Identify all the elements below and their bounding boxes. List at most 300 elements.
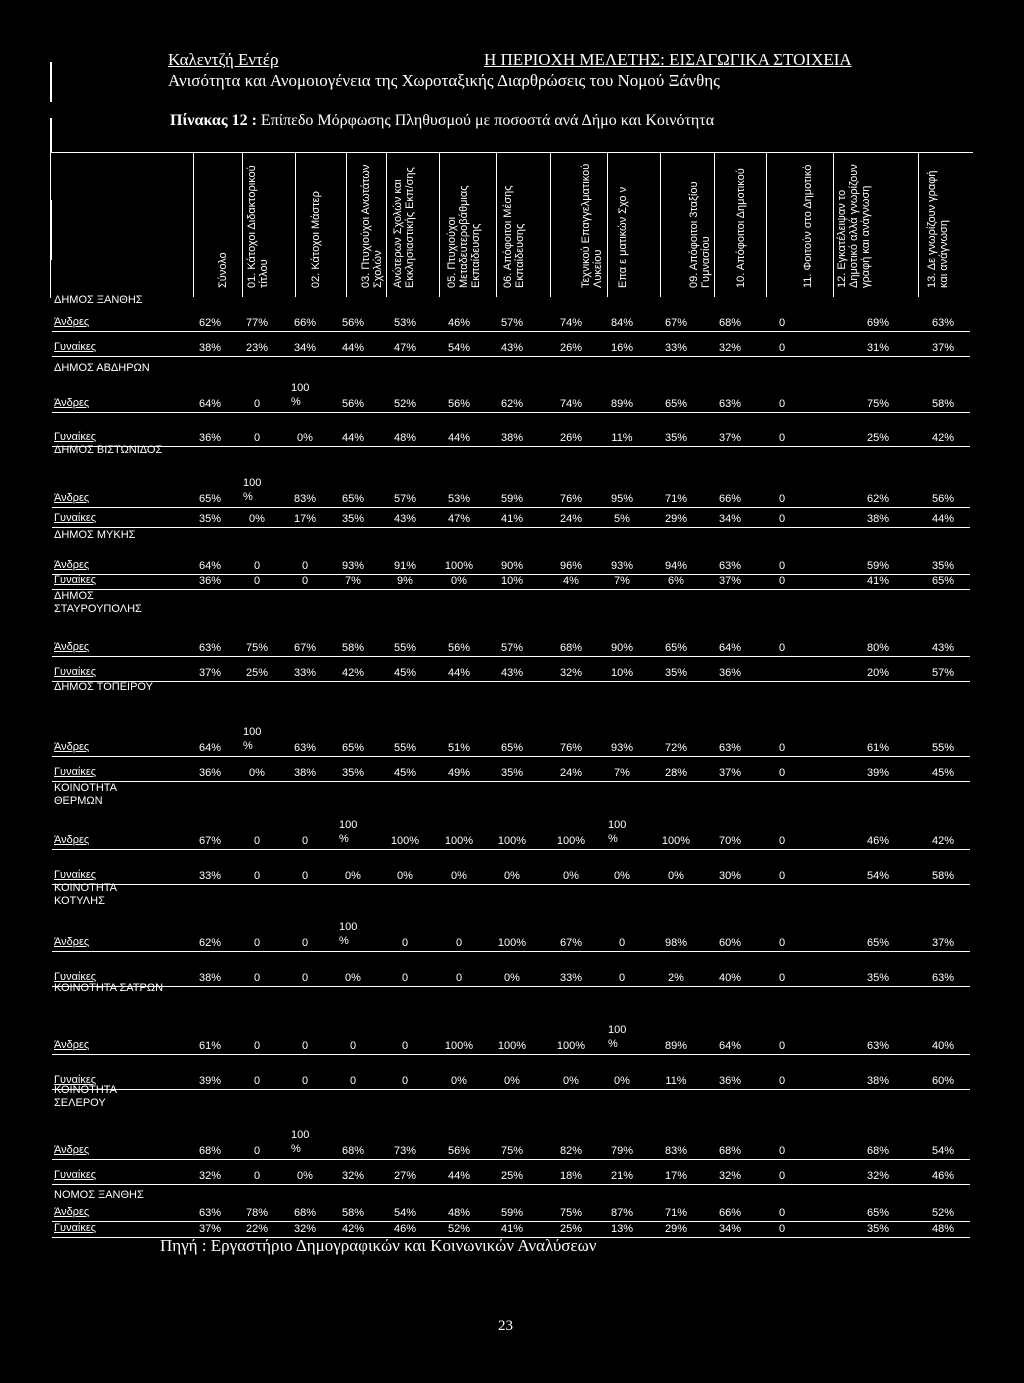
column-separator xyxy=(346,152,347,297)
table-cell: 100 % xyxy=(608,1024,627,1050)
table-cell: 0 xyxy=(253,1075,261,1087)
group-heading: ΔΗΜΟΣ ΜΥΚΗΣ xyxy=(54,529,136,541)
row-rule xyxy=(52,331,970,332)
table-cell: 37% xyxy=(198,667,222,679)
table-cell: 100% xyxy=(497,937,527,949)
table-cell: 0 xyxy=(301,560,309,572)
table-caption xyxy=(170,112,714,130)
table-cell: 100 % xyxy=(243,726,262,752)
table-cell: 63% xyxy=(293,742,317,754)
table-cell: 74% xyxy=(559,398,583,410)
row-rule xyxy=(52,1184,970,1185)
table-cell: 66% xyxy=(718,493,742,505)
table-cell: 5% xyxy=(614,513,630,525)
table-cell: 0 xyxy=(778,1207,786,1219)
table-cell: 38% xyxy=(198,342,222,354)
group-heading: ΝΟΜΟΣ ΞΑΝΘΗΣ xyxy=(54,1189,144,1201)
table-cell: 0 xyxy=(301,1075,309,1087)
header-author: Καλεντζή Εντέρ xyxy=(168,50,279,69)
column-separator xyxy=(833,152,834,297)
table-cell: 7% xyxy=(614,575,630,587)
table-cell: 37% xyxy=(718,767,742,779)
table-cell: 98% xyxy=(664,937,688,949)
table-cell: 0% xyxy=(451,575,467,587)
group-heading: ΔΗΜΟΣ ΤΟΠΕΙΡΟΥ xyxy=(54,681,153,693)
table-cell: 66% xyxy=(293,317,317,329)
table-caption-text: Επίπεδο Μόρφωσης Πληθυσμού με ποσοστά ανά Δήμο και Κοινότητα xyxy=(260,112,715,129)
table-cell: 11% xyxy=(611,432,633,444)
table-cell: 28% xyxy=(664,767,688,779)
table-cell: 48% xyxy=(447,1207,471,1219)
table-cell: 0 xyxy=(778,432,786,444)
table-cell: 63% xyxy=(718,398,742,410)
table-cell: 0 xyxy=(253,398,261,410)
table-cell: 63% xyxy=(718,742,742,754)
table-cell: 18% xyxy=(559,1170,583,1182)
table-cell: 21% xyxy=(610,1170,634,1182)
table-cell: 0% xyxy=(249,513,265,525)
table-cell: 0 xyxy=(778,1145,786,1157)
table-cell: 0% xyxy=(614,1075,630,1087)
table-cell: 35% xyxy=(664,432,688,444)
table-cell: 93% xyxy=(610,560,634,572)
table-cell: 36% xyxy=(198,575,222,587)
table-cell: 48% xyxy=(393,432,417,444)
table-cell: 90% xyxy=(500,560,524,572)
table-cell: 38% xyxy=(293,767,317,779)
row-rule xyxy=(52,412,970,413)
table-cell: 57% xyxy=(500,642,524,654)
table-cell: 45% xyxy=(931,767,955,779)
table-cell: 58% xyxy=(341,1207,365,1219)
source-note: Πηγή : Εργαστήριο Δημογραφικών και Κοινωνικών Αναλύσεων xyxy=(160,1236,597,1255)
table-cell: 0 xyxy=(778,937,786,949)
table-cell: 45% xyxy=(393,667,417,679)
table-cell: 0 xyxy=(253,575,261,587)
margin-rule-top xyxy=(50,62,52,102)
table-cell: 62% xyxy=(198,937,222,949)
table-cell: 100 % xyxy=(291,1129,310,1155)
table-cell: 0 xyxy=(778,642,786,654)
table-cell: 6% xyxy=(668,575,684,587)
table-cell: 89% xyxy=(610,398,634,410)
table-cell: 90% xyxy=(610,642,634,654)
table-cell: 0 xyxy=(301,937,309,949)
table-cell: 0 xyxy=(778,1223,786,1235)
table-cell: 33% xyxy=(198,870,222,882)
table-cell: 56% xyxy=(341,317,365,329)
table-cell: 65% xyxy=(341,742,365,754)
table-cell: 22% xyxy=(245,1223,269,1235)
column-separator xyxy=(714,152,715,297)
table-cell: 0 xyxy=(301,870,309,882)
table-cell: 78% xyxy=(245,1207,269,1219)
table-cell: 36% xyxy=(198,432,222,444)
column-separator xyxy=(193,152,194,297)
table-cell: 62% xyxy=(866,493,890,505)
table-cell: 44% xyxy=(341,342,365,354)
table-cell: 100 % xyxy=(243,477,262,503)
table-cell: 26% xyxy=(559,342,583,354)
table-cell: 60% xyxy=(931,1075,955,1087)
table-cell: 36% xyxy=(198,767,222,779)
row-rule xyxy=(52,589,970,590)
table-cell: 40% xyxy=(931,1040,955,1052)
row-rule xyxy=(52,951,970,952)
table-cell: 25% xyxy=(866,432,890,444)
table-cell: 17% xyxy=(664,1170,688,1182)
table-cell: 100% xyxy=(444,1040,474,1052)
row-label: Άνδρες xyxy=(54,1039,90,1051)
row-label: Άνδρες xyxy=(54,316,90,328)
column-header: 11. Φοιτούν στο Δημοτικό xyxy=(802,164,814,288)
table-cell: 89% xyxy=(664,1040,688,1052)
table-cell: 80% xyxy=(866,642,890,654)
table-cell: 0 xyxy=(455,972,463,984)
table-cell: 0 xyxy=(778,742,786,754)
table-cell: 69% xyxy=(866,317,890,329)
table-cell: 57% xyxy=(393,493,417,505)
column-separator xyxy=(918,152,919,297)
table-cell: 16% xyxy=(610,342,634,354)
table-cell: 0 xyxy=(778,1075,786,1087)
table-cell: 65% xyxy=(866,937,890,949)
table-cell: 61% xyxy=(198,1040,222,1052)
table-cell: 67% xyxy=(293,642,317,654)
table-cell: 68% xyxy=(293,1207,317,1219)
table-cell: 0 xyxy=(778,767,786,779)
table-cell: 56% xyxy=(931,493,955,505)
table-cell: 35% xyxy=(866,1223,890,1235)
table-cell: 0 xyxy=(778,342,786,354)
table-cell: 66% xyxy=(718,1207,742,1219)
table-cell: 25% xyxy=(245,667,269,679)
table-cell: 0 xyxy=(253,972,261,984)
table-cell: 44% xyxy=(447,667,471,679)
row-rule xyxy=(52,781,970,782)
table-cell: 0 xyxy=(301,1040,309,1052)
row-rule xyxy=(52,1159,970,1160)
column-header: 13. Δε γνωρίζουν γραφή και ανάγνωση xyxy=(926,170,950,288)
table-cell: 51% xyxy=(447,742,471,754)
table-cell: 30% xyxy=(718,870,742,882)
table-cell: 0 xyxy=(778,398,786,410)
table-cell: 44% xyxy=(447,432,471,444)
column-header: 05. Πτυχιούχοι Μεταδευτεροβάθμιας Εκπαίδευσης xyxy=(446,185,482,288)
table-cell: 0 xyxy=(253,560,261,572)
table-cell: 37% xyxy=(931,342,955,354)
row-label: Γυναίκες xyxy=(54,512,97,524)
table-cell: 42% xyxy=(931,432,955,444)
row-label: Άνδρες xyxy=(54,1144,90,1156)
column-header: Τεχνικού Επαγγελματικού Λυκείου xyxy=(580,163,604,288)
table-cell: 47% xyxy=(393,342,417,354)
table-cell: 0% xyxy=(504,870,520,882)
table-cell: 65% xyxy=(866,1207,890,1219)
row-label: Άνδρες xyxy=(54,559,90,571)
table-cell: 24% xyxy=(559,767,583,779)
table-cell: 53% xyxy=(393,317,417,329)
table-cell: 0 xyxy=(778,1170,786,1182)
table-cell: 62% xyxy=(500,398,524,410)
table-cell: 75% xyxy=(245,642,269,654)
table-cell: 64% xyxy=(718,642,742,654)
table-cell: 34% xyxy=(293,342,317,354)
table-cell: 0 xyxy=(455,937,463,949)
table-cell: 0 xyxy=(349,1040,357,1052)
row-rule xyxy=(52,849,970,850)
table-cell: 36% xyxy=(718,1075,742,1087)
page-number: 23 xyxy=(498,1318,513,1334)
table-cell: 0 xyxy=(778,835,786,847)
column-header: 02. Κάτοχοι Μάστερ xyxy=(310,191,322,288)
table-cell: 35% xyxy=(341,767,365,779)
table-cell: 54% xyxy=(931,1145,955,1157)
table-cell: 0 xyxy=(301,972,309,984)
table-cell: 76% xyxy=(559,742,583,754)
table-cell: 100% xyxy=(444,835,474,847)
table-cell: 43% xyxy=(500,667,524,679)
column-separator xyxy=(242,152,243,297)
group-heading: ΔΗΜΟΣ ΑΒΔΗΡΩΝ xyxy=(54,362,150,374)
row-rule xyxy=(52,681,970,682)
table-cell: 64% xyxy=(718,1040,742,1052)
table-cell: 67% xyxy=(664,317,688,329)
table-cell: 0 xyxy=(301,575,309,587)
column-separator xyxy=(607,152,608,297)
table-cell: 0% xyxy=(297,432,313,444)
table-cell: 0 xyxy=(401,937,409,949)
table-cell: 7% xyxy=(345,575,361,587)
table-cell: 68% xyxy=(718,317,742,329)
table-cell: 38% xyxy=(198,972,222,984)
table-cell: 58% xyxy=(931,870,955,882)
table-cell: 37% xyxy=(198,1223,222,1235)
table-cell: 0 xyxy=(253,1040,261,1052)
table-cell: 100% xyxy=(661,835,691,847)
row-label: Άνδρες xyxy=(54,834,90,846)
table-cell: 57% xyxy=(931,667,955,679)
table-cell: 49% xyxy=(447,767,471,779)
table-cell: 0 xyxy=(778,317,786,329)
row-label: Γυναίκες xyxy=(54,341,97,353)
group-heading: ΚΟΙΝΟΤΗΤΑ ΘΕΡΜΩΝ xyxy=(54,782,117,807)
table-cell: 35% xyxy=(931,560,955,572)
table-cell: 7% xyxy=(614,767,630,779)
table-cell: 100 % xyxy=(291,382,310,408)
header-section-title: Η ΠΕΡΙΟΧΗ ΜΕΛΕΤΗΣ: ΕΙΣΑΓΩΓΙΚΑ ΣΤΟΙΧΕΙΑ xyxy=(484,50,852,69)
group-heading: ΔΗΜΟΣ ΣΤΑΥΡΟΥΠΟΛΗΣ xyxy=(54,590,142,615)
group-heading: ΚΟΙΝΟΤΗΤΑ ΚΟΤΥΛΗΣ xyxy=(54,882,117,907)
table-cell: 0 xyxy=(778,870,786,882)
table-cell: 57% xyxy=(500,317,524,329)
row-rule xyxy=(52,527,970,528)
table-cell: 65% xyxy=(500,742,524,754)
row-rule xyxy=(52,656,970,657)
row-label: Γυναίκες xyxy=(54,869,97,881)
table-cell: 43% xyxy=(931,642,955,654)
table-cell: 0 xyxy=(253,432,261,444)
table-cell: 45% xyxy=(393,767,417,779)
table-cell: 41% xyxy=(500,1223,524,1235)
table-cell: 32% xyxy=(198,1170,222,1182)
column-separator xyxy=(295,152,296,297)
table-cell: 83% xyxy=(664,1145,688,1157)
table-cell: 32% xyxy=(718,1170,742,1182)
table-cell: 32% xyxy=(559,667,583,679)
table-cell: 0 xyxy=(401,1075,409,1087)
table-cell: 68% xyxy=(341,1145,365,1157)
table-cell: 55% xyxy=(931,742,955,754)
group-heading: ΚΟΙΝΟΤΗΤΑ ΣΕΛΕΡΟΥ xyxy=(54,1084,117,1109)
group-heading: ΔΗΜΟΣ ΞΑΝΘΗΣ xyxy=(54,294,143,306)
table-cell: 44% xyxy=(447,1170,471,1182)
table-cell: 100 % xyxy=(339,819,358,845)
row-label: Άνδρες xyxy=(54,741,90,753)
column-separator xyxy=(496,152,497,297)
table-cell: 82% xyxy=(559,1145,583,1157)
table-cell: 64% xyxy=(198,560,222,572)
table-cell: 56% xyxy=(341,398,365,410)
table-cell: 84% xyxy=(610,317,634,329)
column-header: 03. Πτυχιούχοι Ανωτάτων Σχολών xyxy=(360,164,384,288)
table-cell: 20% xyxy=(866,667,890,679)
table-cell: 67% xyxy=(559,937,583,949)
row-rule xyxy=(52,884,970,885)
table-cell: 35% xyxy=(341,513,365,525)
table-cell: 37% xyxy=(931,937,955,949)
table-cell: 42% xyxy=(341,667,365,679)
table-cell: 38% xyxy=(500,432,524,444)
table-cell: 63% xyxy=(718,560,742,572)
table-cell: 34% xyxy=(718,1223,742,1235)
table-cell: 31% xyxy=(866,342,890,354)
table-cell: 0 xyxy=(253,1170,261,1182)
table-cell: 52% xyxy=(931,1207,955,1219)
column-header: 01. Κάτοχοι Διδακτορικού τίτλου xyxy=(246,165,270,288)
table-cell: 87% xyxy=(610,1207,634,1219)
table-cell: 95% xyxy=(610,493,634,505)
table-cell: 33% xyxy=(559,972,583,984)
table-cell: 65% xyxy=(198,493,222,505)
table-cell: 11% xyxy=(665,1075,687,1087)
table-cell: 68% xyxy=(559,642,583,654)
table-cell: 44% xyxy=(931,513,955,525)
table-cell: 29% xyxy=(664,1223,688,1235)
table-cell: 35% xyxy=(198,513,222,525)
table-cell: 10% xyxy=(500,575,524,587)
table-cell: 23% xyxy=(245,342,269,354)
table-cell: 83% xyxy=(293,493,317,505)
table-cell: 0% xyxy=(345,870,361,882)
table-cell: 73% xyxy=(393,1145,417,1157)
table-cell: 46% xyxy=(447,317,471,329)
table-cell: 0% xyxy=(451,870,467,882)
table-cell: 26% xyxy=(559,432,583,444)
table-cell: 33% xyxy=(664,342,688,354)
table-cell: 37% xyxy=(718,432,742,444)
table-cell: 100% xyxy=(556,835,586,847)
column-separator xyxy=(550,152,551,297)
table-cell: 71% xyxy=(664,1207,688,1219)
group-heading: ΔΗΜΟΣ ΒΙΣΤΩΝΙΔΟΣ xyxy=(54,444,163,456)
table-cell: 35% xyxy=(664,667,688,679)
table-cell: 0 xyxy=(401,972,409,984)
row-label: Άνδρες xyxy=(54,641,90,653)
table-cell: 34% xyxy=(718,513,742,525)
table-cell: 9% xyxy=(397,575,413,587)
table-cell: 0% xyxy=(563,1075,579,1087)
table-cell: 48% xyxy=(931,1223,955,1235)
table-cell: 54% xyxy=(393,1207,417,1219)
table-cell: 70% xyxy=(718,835,742,847)
table-cell: 33% xyxy=(293,667,317,679)
table-cell: 72% xyxy=(664,742,688,754)
table-cell: 2% xyxy=(668,972,684,984)
table-cell: 4% xyxy=(563,575,579,587)
table-cell: 0 xyxy=(778,1040,786,1052)
table-cell: 52% xyxy=(447,1223,471,1235)
table-cell: 0% xyxy=(451,1075,467,1087)
table-cell: 24% xyxy=(559,513,583,525)
table-cell: 54% xyxy=(447,342,471,354)
table-cell: 41% xyxy=(500,513,524,525)
table-cell: 44% xyxy=(341,432,365,444)
table-cell: 93% xyxy=(341,560,365,572)
table-cell: 65% xyxy=(341,493,365,505)
table-cell: 38% xyxy=(866,1075,890,1087)
table-cell: 0 xyxy=(401,1040,409,1052)
margin-rule-middle xyxy=(50,118,52,152)
row-label: Γυναίκες xyxy=(54,1074,97,1086)
table-cell: 42% xyxy=(341,1223,365,1235)
table-cell: 35% xyxy=(500,767,524,779)
table-cell: 0 xyxy=(778,493,786,505)
row-label: Γυναίκες xyxy=(54,971,97,983)
column-header: 09. Απόφοιτοι 3ταξίου Γυμνασίου xyxy=(688,181,712,288)
table-cell: 32% xyxy=(866,1170,890,1182)
table-caption-label: Πίνακας 12 : xyxy=(170,112,257,129)
table-cell: 93% xyxy=(610,742,634,754)
row-rule xyxy=(52,986,970,987)
table-cell: 37% xyxy=(718,575,742,587)
table-cell: 32% xyxy=(293,1223,317,1235)
table-cell: 0% xyxy=(397,870,413,882)
table-cell: 56% xyxy=(447,1145,471,1157)
table-cell: 55% xyxy=(393,642,417,654)
row-label: Άνδρες xyxy=(54,492,90,504)
table-cell: 43% xyxy=(393,513,417,525)
table-cell: 25% xyxy=(500,1170,524,1182)
table-cell: 0 xyxy=(618,972,626,984)
table-cell: 32% xyxy=(718,342,742,354)
row-label: Γυναίκες xyxy=(54,431,97,443)
row-label: Άνδρες xyxy=(54,1206,90,1218)
table-cell: 39% xyxy=(198,1075,222,1087)
table-cell: 0 xyxy=(349,1075,357,1087)
row-rule xyxy=(52,507,970,508)
table-cell: 75% xyxy=(866,398,890,410)
table-cell: 42% xyxy=(931,835,955,847)
table-cell: 58% xyxy=(341,642,365,654)
row-rule xyxy=(52,446,970,447)
table-cell: 60% xyxy=(718,937,742,949)
table-cell: 63% xyxy=(931,317,955,329)
table-cell: 74% xyxy=(559,317,583,329)
column-header: Επα ε ματικών Σχο ν xyxy=(617,186,629,288)
row-rule xyxy=(52,1089,970,1090)
table-cell: 100 % xyxy=(339,921,358,947)
